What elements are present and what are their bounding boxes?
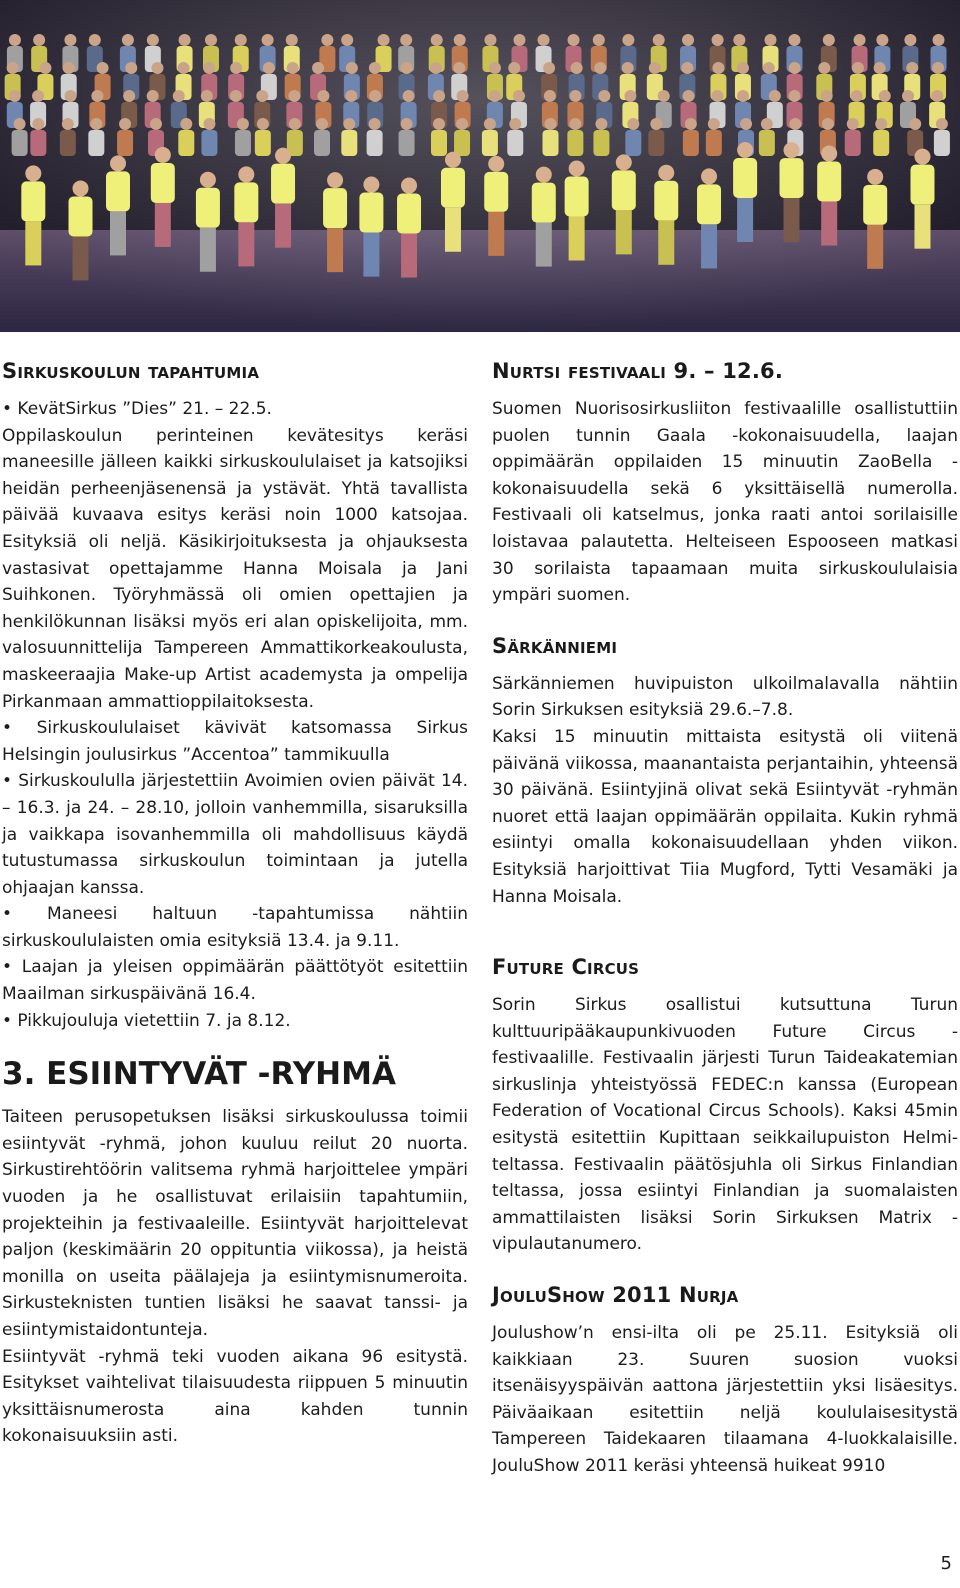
dancer-head (488, 156, 504, 172)
crowd-head (879, 90, 891, 102)
crowd-head (378, 34, 390, 46)
dancer-head (658, 165, 674, 181)
event-item: • Laajan ja yleisen oppimäärän päättötyöt esitettiin Maailman sirkuspäivänä 16.4. (2, 957, 468, 1005)
dancer-head (867, 169, 883, 185)
crowd-head (538, 34, 550, 46)
crowd-body (399, 130, 415, 156)
crowd-head (712, 62, 724, 74)
crowd-head (457, 90, 469, 102)
crowd-head (32, 118, 44, 130)
event-item: Oppilaskoulun perinteinen kevätesitys keräsi maneesille jälleen kaikki sirkuskoululaiset ja katsojiksi heidän perheenjäsenensä ja ystävät. Yhtä tavallista päivää kuvaava esitys keräsi noin 1000 katsojaa. Esityksiä oli neljä. Käsikirjoituksesta ja ohjauksesta vastasivat opettajamme Hanna Moisala ja Jani Suihkonen. Työryhmässä oli omien opettajien ja henkilökunnan lisäksi myös eri alan opiskelijoita, mm. valosuunnittelija Tampereen Ammattikorkeakoulusta, maskeeraajia Make-up Artist academysta ja ompelija Pirkanmaan ammattioppilaitoksesta. (2, 425, 468, 712)
crowd-head (433, 118, 445, 130)
dancer-head (327, 172, 343, 188)
crowd-head (288, 90, 300, 102)
crowd-head (627, 118, 639, 130)
crowd-head (936, 118, 948, 130)
crowd-head (205, 34, 217, 46)
crowd-head (345, 90, 357, 102)
crowd-head (89, 34, 101, 46)
crowd-head (65, 90, 77, 102)
dancer-legs (275, 204, 291, 248)
crowd-head (650, 118, 662, 130)
section-paragraph: Esiintyvät -ryhmä teki vuoden aikana 96 esitystä. Esitykset vaihtelivat tilaisuudesta riippuen 5 minuutin yksittäisnumerosta aina kahden tunnin kokonaisuuksiin asti. (2, 1346, 468, 1447)
dancer-vest (612, 170, 636, 210)
crowd-head (568, 34, 580, 46)
heading-future-circus: Future Circus (492, 955, 640, 980)
crowd-head (852, 62, 864, 74)
heading-nurtsi: Nurtsi festivaali 9. – 12.6. (492, 359, 784, 383)
crowd-head (931, 90, 943, 102)
crowd-body (431, 130, 447, 156)
event-item: • Pikkujouluja vietettiin 7. ja 8.12. (2, 1010, 291, 1031)
crowd-head (712, 90, 724, 102)
dancer-vest (323, 188, 347, 228)
crowd-head (286, 34, 298, 46)
crowd-body (30, 130, 46, 156)
paragraph-future-circus: Sorin Sirkus osallistui kutsuttuna Turun kulttuuripääkaupunkivuoden Future Circus - festivaalille. Festivaalin järjesti Turun Taideakatemian sirkuslinja yhteistyössä FEDEC:n kanssa (European Federation of Vocational Circus Schools). Kaksi 45min esitystä esitettiin Kupittaan seikkailupuiston Helmi-teltassa. Festivaalin päätösjuhla oli Sirkus Finlandian teltassa, jossa esiintyi Finlandian ja suomalaisten ammattilaisten lisäksi Sorin Sirkuksen Matrix -vipulautanumero. (492, 995, 958, 1255)
crowd-body (759, 130, 775, 156)
dancer-vest (21, 181, 45, 221)
crowd-head (147, 34, 159, 46)
crowd-body (593, 130, 609, 156)
left-column (2, 356, 468, 1450)
crowd-head (64, 34, 76, 46)
crowd-head (401, 118, 413, 130)
crowd-head (545, 118, 557, 130)
crowd-head (346, 62, 358, 74)
crowd-head (708, 118, 720, 130)
crowd-head (63, 62, 75, 74)
crowd-head (237, 118, 249, 130)
crowd-head (369, 90, 381, 102)
crowd-head (262, 34, 274, 46)
page-number: 5 (940, 1553, 952, 1574)
crowd-head (369, 62, 381, 74)
crowd-head (598, 90, 610, 102)
crowd-head (544, 90, 556, 102)
crowd-head (433, 90, 445, 102)
dancer-head (25, 165, 41, 181)
crowd-body (178, 130, 194, 156)
heading-joulushow: JouluShow 2011 Nurja (492, 1283, 739, 1308)
crowd-head (788, 34, 800, 46)
dancer-legs (867, 225, 883, 269)
crowd-head (906, 62, 918, 74)
crowd-head (876, 34, 888, 46)
performance-photo (0, 0, 960, 332)
crowd-head (595, 118, 607, 130)
dancer-head (275, 148, 291, 164)
crowd-head (875, 118, 887, 130)
crowd-head (622, 34, 634, 46)
crowd-head (317, 90, 329, 102)
dancer-legs (73, 236, 89, 280)
dancer-legs (536, 223, 552, 267)
dancer-legs (110, 211, 126, 255)
crowd-head (681, 62, 693, 74)
crowd-body (255, 130, 271, 156)
paragraph-sarkanniemi: Kaksi 15 minuutin mittaista esitystä oli viitenä päivänä viikossa, maanantaista perjantaihin, yhteensä 30 päivänä. Esiintyjinä olivat sekä Esiintyvät -ryhmän nuoret että laajan oppimäärän oppilaita. Kukin ryhmä esiintyi omalla kokonaisuudellaan yhden viikon. Esityksiä harjoittivat Tiia Mugford, Tytti Vesamäki ja Hanna Moisala. (492, 726, 958, 907)
crowd-head (150, 118, 162, 130)
dancer-vest (271, 164, 295, 204)
crowd-head (933, 34, 945, 46)
crowd-head (90, 118, 102, 130)
crowd-head (904, 34, 916, 46)
photo-illustration (0, 0, 960, 332)
crowd-body (507, 130, 523, 156)
crowd-head (401, 62, 413, 74)
crowd-head (569, 90, 581, 102)
dancer-vest (565, 177, 589, 217)
crowd-head (712, 34, 724, 46)
dancer-head (914, 149, 930, 165)
crowd-head (151, 62, 163, 74)
crowd-head (321, 34, 333, 46)
dancer-head (445, 152, 461, 168)
crowd-head (289, 118, 301, 130)
crowd-head (489, 62, 501, 74)
crowd-body (12, 130, 28, 156)
crowd-body (454, 130, 470, 156)
dancer-legs (701, 224, 717, 268)
dancer-vest (733, 158, 757, 198)
crowd-head (761, 118, 773, 130)
crowd-head (173, 90, 185, 102)
crowd-head (489, 90, 501, 102)
crowd-body (482, 130, 498, 156)
crowd-head (789, 62, 801, 74)
crowd-head (454, 34, 466, 46)
crowd-head (263, 62, 275, 74)
dancer-legs (401, 234, 417, 278)
dancer-head (200, 172, 216, 188)
dancer-head (616, 154, 632, 170)
crowd-head (9, 90, 21, 102)
crowd-body (235, 130, 251, 156)
dancer-head (401, 178, 417, 194)
crowd-head (789, 118, 801, 130)
crowd-body (367, 130, 383, 156)
dancer-vest (234, 182, 258, 222)
dancer-vest (359, 193, 383, 233)
crowd-head (178, 62, 190, 74)
crowd-body (543, 130, 559, 156)
dancer-legs (238, 222, 254, 266)
dancer-legs (737, 198, 753, 242)
dancer-head (701, 168, 717, 184)
crowd-head (230, 62, 242, 74)
crowd-head (789, 90, 801, 102)
dancer-head (569, 161, 585, 177)
dancer-vest (697, 184, 721, 224)
crowd-body (201, 130, 217, 156)
crowd-head (400, 34, 412, 46)
event-item: • Maneesi haltuun -tapahtumissa nähtiin sirkuskoululaisten omia esityksiä 13.4. ja 9.11. (2, 904, 468, 951)
crowd-head (571, 62, 583, 74)
crowd-head (763, 62, 775, 74)
crowd-head (431, 34, 443, 46)
dancer-legs (569, 217, 585, 261)
crowd-head (201, 90, 213, 102)
crowd-head (508, 62, 520, 74)
crowd-body (683, 130, 699, 156)
dancer-vest (863, 185, 887, 225)
crowd-head (851, 90, 863, 102)
crowd-head (932, 62, 944, 74)
dancer-legs (914, 205, 930, 249)
crowd-head (513, 34, 525, 46)
crowd-head (847, 118, 859, 130)
crowd-body (648, 130, 664, 156)
crowd-head (287, 62, 299, 74)
crowd-body (314, 130, 330, 156)
dancer-vest (196, 188, 220, 228)
crowd-head (257, 118, 269, 130)
crowd-head (147, 90, 159, 102)
dancer-vest (397, 194, 421, 234)
dancer-legs (155, 203, 171, 247)
crowd-head (341, 34, 353, 46)
crowd-body (625, 130, 641, 156)
dancer-vest (441, 168, 465, 208)
crowd-head (909, 118, 921, 130)
crowd-head (403, 90, 415, 102)
crowd-body (845, 130, 861, 156)
dancer-head (784, 142, 800, 158)
crowd-head (740, 118, 752, 130)
crowd-head (765, 34, 777, 46)
crowd-head (316, 118, 328, 130)
crowd-body (117, 130, 133, 156)
event-item: • Sirkuskoululla järjestettiin Avoimien ovien päivät 14. – 16.3. ja 24. – 28.10, jolloin vanhemmilla, sisaruksilla ja vaikkapa isovanhemmilla oli mahdollisuus käydä tutustumassa sirkuskoulun toimintaan ja jutella ohjaajan kanssa. (2, 771, 468, 898)
dancer-legs (488, 212, 504, 256)
dancer-head (363, 177, 379, 193)
crowd-head (733, 34, 745, 46)
dancer-legs (658, 221, 674, 265)
heading-sarkanniemi: Särkänniemi (492, 633, 618, 658)
crowd-head (453, 62, 465, 74)
crowd-head (9, 34, 21, 46)
crowd-body (934, 130, 950, 156)
crowd-head (119, 118, 131, 130)
crowd-head (624, 90, 636, 102)
event-item: • Sirkuskoululaiset kävivät katsomassa Sirkus Helsingin joulusirkus ”Accentoa” tammikuulla (2, 718, 468, 765)
crowd-head (256, 90, 268, 102)
dancer-head (821, 146, 837, 162)
crowd-head (594, 62, 606, 74)
crowd-head (123, 90, 135, 102)
crowd-head (822, 118, 834, 130)
dancer-head (238, 166, 254, 182)
crowd-body (88, 130, 104, 156)
crowd-head (653, 34, 665, 46)
crowd-head (122, 34, 134, 46)
crowd-head (649, 62, 661, 74)
crowd-head (203, 62, 215, 74)
crowd-head (203, 118, 215, 130)
crowd-head (543, 62, 555, 74)
crowd-head (513, 90, 525, 102)
dancer-vest (817, 162, 841, 202)
crowd-head (62, 118, 74, 130)
dancer-legs (327, 228, 343, 272)
crowd-body (60, 130, 76, 156)
crowd-head (91, 90, 103, 102)
crowd-head (32, 90, 44, 102)
crowd-head (682, 34, 694, 46)
crowd-head (312, 62, 324, 74)
crowd-head (658, 90, 670, 102)
dancer-vest (484, 172, 508, 212)
crowd-body (873, 130, 889, 156)
dancer-vest (69, 196, 93, 236)
dancer-vest (654, 181, 678, 221)
crowd-head (343, 118, 355, 130)
dancer-legs (784, 198, 800, 242)
crowd-head (33, 34, 45, 46)
dancer-vest (532, 183, 556, 223)
dancer-vest (910, 165, 934, 205)
crowd-head (737, 62, 749, 74)
crowd-head (685, 118, 697, 130)
dancer-head (536, 167, 552, 183)
dancer-head (73, 180, 89, 196)
dancer-legs (363, 233, 379, 277)
crowd-head (854, 34, 866, 46)
section-paragraph: Taiteen perusopetuksen lisäksi sirkuskoulussa toimii esiintyvät -ryhmä, johon kuuluu reilut 20 nuorta. Sirkustirehtöörin valitsema ryhmä harjoittelee ympäri vuoden ja he osallistuvat erilaisiin tapahtumiin, projekteihin ja festivaaleille. Esiintyvät harjoittelevat paljon (keskimäärin 20 oppituntia viikossa), ja heistä monilla on useita päälajeja ja esiintymisnumeroita. Sirkusteknisten tuntien lisäksi he saavat tanssi- ja esiintymistaidontunteja. (2, 1107, 468, 1340)
dancer-head (737, 142, 753, 158)
dancer-vest (151, 163, 175, 203)
dancer-legs (445, 208, 461, 252)
crowd-head (369, 118, 381, 130)
crowd-head (874, 62, 886, 74)
dancer-vest (780, 158, 804, 198)
dancer-head (155, 147, 171, 163)
heading-events: Sirkuskoulun tapahtumia (2, 359, 260, 383)
crowd-head (622, 62, 634, 74)
crowd-head (125, 62, 137, 74)
event-item: • KevätSirkus ”Dies” 21. – 22.5. (2, 399, 272, 419)
crowd-head (569, 118, 581, 130)
crowd-head (769, 90, 781, 102)
dancer-legs (821, 202, 837, 246)
crowd-head (235, 34, 247, 46)
paragraph-sarkanniemi: Särkänniemen huvipuiston ulkoilmalavalla nähtiin Sorin Sirkuksen esityksiä 29.6.–7.8. (492, 673, 958, 721)
crowd-head (39, 62, 51, 74)
right-column (492, 356, 958, 1480)
crowd-head (683, 90, 695, 102)
crowd-head (818, 62, 830, 74)
crowd-head (97, 62, 109, 74)
dancer-legs (200, 228, 216, 272)
crowd-head (14, 118, 26, 130)
dancer-vest (106, 171, 130, 211)
crowd-head (484, 34, 496, 46)
crowd-head (484, 118, 496, 130)
crowd-head (230, 90, 242, 102)
crowd-head (902, 90, 914, 102)
paragraph-nurtsi: Suomen Nuorisosirkusliiton festivaalille osallistuttiin puolen tunnin Gaala -kokonaisuudella, laajan oppimäärän oppilaiden 15 minuutin ZaoBella -kokonaisuudella sekä 6 yksittäisellä numerolla. Festivaali oli katselmus, jonka raati antoi sorilaisille loistavaa palautetta. Helteiseen Espooseen matkasi 30 sorilaista tapaamaan muita sirkuskoululaisia ympäri suomen. (492, 399, 958, 606)
crowd-body (567, 130, 583, 156)
crowd-head (456, 118, 468, 130)
crowd-head (180, 118, 192, 130)
crowd-head (509, 118, 521, 130)
crowd-body (341, 130, 357, 156)
crowd-head (593, 34, 605, 46)
crowd-head (737, 90, 749, 102)
crowd-head (430, 62, 442, 74)
crowd-head (179, 34, 191, 46)
section-heading: 3. ESIINTYVÄT -RYHMÄ (2, 1056, 396, 1093)
dancer-head (110, 155, 126, 171)
crowd-body (706, 130, 722, 156)
crowd-head (821, 90, 833, 102)
dancer-legs (616, 210, 632, 254)
dancer-legs (25, 221, 41, 265)
crowd-head (823, 34, 835, 46)
paragraph-joulushow: Joulushow’n ensi-ilta oli pe 25.11. Esityksiä oli kaikkiaan 23. Suuren suosion vuoksi itsenäisyyspäivän aattona järjestettiin yksi lisäesitys. Päiväaikaan esitettiin neljä koululaisesitystä Tampereen Taidekaaren tilaamana 4-luokkalaisille. JouluShow 2011 keräsi yhteensä huikeat 9910 (492, 1323, 958, 1476)
crowd-head (7, 62, 19, 74)
